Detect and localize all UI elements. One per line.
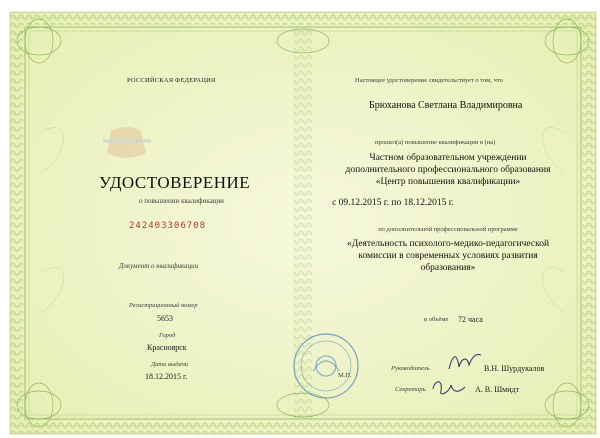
- volume-label: в объёме: [424, 316, 449, 323]
- seal-mark: М.П.: [338, 372, 352, 379]
- program-line-3: образования»: [420, 263, 476, 273]
- secretary-label: Секретарь: [395, 386, 426, 393]
- organization-line-1: Частном образовательном учреждении: [369, 153, 527, 163]
- serial-number: 242403306708: [129, 221, 207, 231]
- head-name: В.Н. Шурдукалов: [484, 364, 545, 373]
- city-label: Город: [159, 332, 176, 339]
- head-signature: [445, 349, 485, 375]
- organization-line-3: «Центр повышения квалификации»: [375, 177, 521, 187]
- organization-line-2: дополнительного профессионального образования: [345, 165, 551, 175]
- official-stamp: [291, 331, 361, 401]
- certificate-title: УДОСТОВЕРЕНИЕ: [99, 173, 251, 192]
- program-label: по дополнительной профессиональной программе: [378, 226, 518, 233]
- issue-date-label: Дата выдачи: [151, 361, 189, 368]
- training-period: с 09.12.2015 г. по 18.12.2015 г.: [332, 198, 454, 208]
- passed-text: прошел(а) повышение квалификации в (на): [375, 139, 496, 146]
- certificate-sheet: [10, 12, 596, 434]
- issue-date: 18.12.2015 г.: [145, 372, 188, 381]
- country-label: РОССИЙСКАЯ ФЕДЕРАЦИЯ: [127, 77, 216, 84]
- program-line-1: «Деятельность психолого-медико-педагогической: [346, 239, 550, 249]
- recipient-name: Брюханова Светлана Владимировна: [369, 100, 523, 111]
- registration-label: Регистрационный номер: [129, 302, 198, 309]
- certificate-subtitle: о повышении квалификации: [139, 197, 224, 205]
- volume-value: 72 часа: [458, 315, 483, 324]
- registration-number: 5653: [157, 314, 173, 323]
- secretary-name: А. В. Шмидт: [475, 385, 520, 394]
- document-type: Документ о квалификации: [119, 262, 199, 270]
- intro-text: Настоящее удостоверение свидетельствует о том, что: [355, 77, 503, 84]
- city-value: Красноярск: [147, 343, 187, 352]
- secretary-signature: [429, 375, 469, 399]
- program-line-2: комиссии в современных условиях развития: [358, 251, 538, 261]
- head-label: Руководитель: [391, 365, 430, 372]
